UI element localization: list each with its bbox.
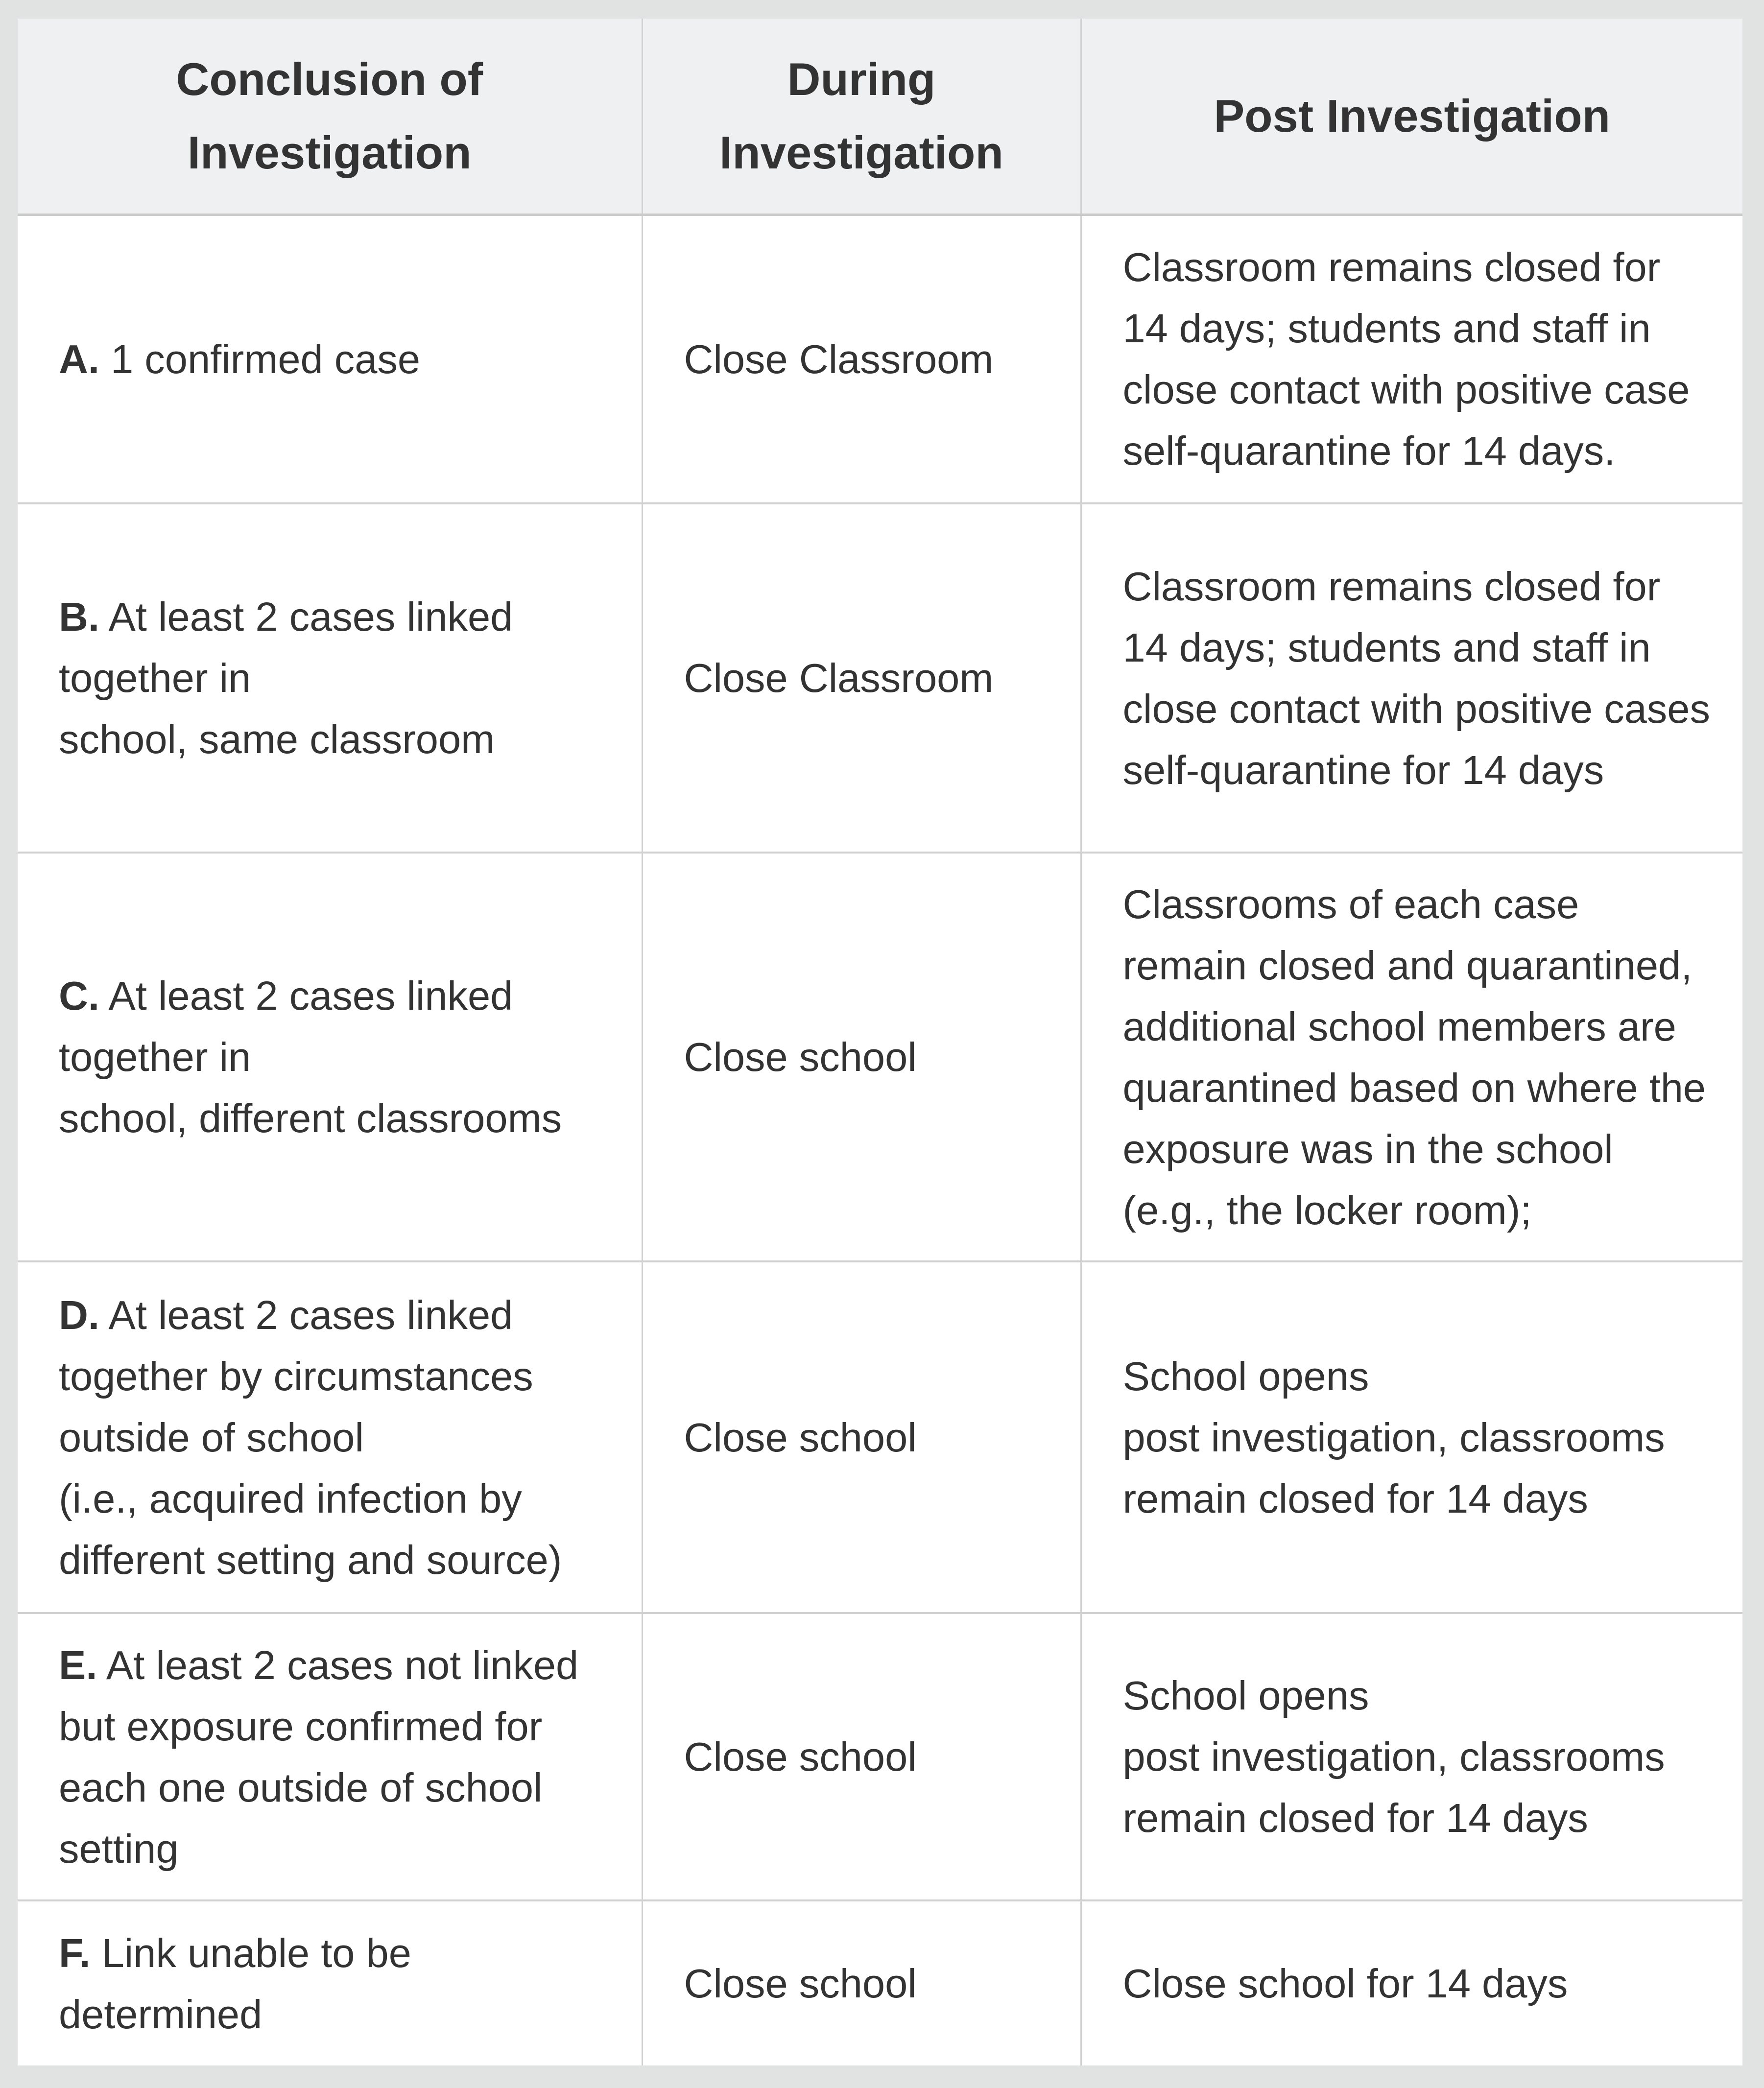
- conclusion-text: (i.e., acquired infection by different setting and source): [59, 1475, 562, 1583]
- row-letter: A.: [59, 336, 99, 382]
- post-cell: [1081, 1613, 1742, 1900]
- post-text: Classrooms of each case remain closed and quarantined, additional school members are quarantined based on where the exposure was in the school (e.g., the locker room);: [1122, 881, 1706, 1233]
- conclusion-text: At least 2 cases linked together by circumstances outside of school: [59, 1292, 533, 1460]
- post-cell: [1081, 853, 1742, 1261]
- during-cell: Close school: [642, 1261, 1081, 1613]
- row-letter: F.: [59, 1930, 91, 1976]
- table-row: [18, 853, 1742, 1261]
- post-cell: [1081, 1261, 1742, 1613]
- post-cell: [1081, 214, 1742, 503]
- table-row: [18, 503, 1742, 853]
- row-letter: C.: [59, 973, 99, 1019]
- post-text: Classroom remains closed for 14 days; students and staff in close contact with positive case self-quarantine for 14 days.: [1122, 244, 1690, 474]
- table-row: [18, 1261, 1742, 1613]
- during-cell: Close school: [642, 1613, 1081, 1900]
- conclusion-text: At least 2 cases not linked but exposure confirmed for each one outside of school setting: [59, 1642, 579, 1872]
- post-text: post investigation, classrooms remain closed for 14 days: [1122, 1734, 1665, 1841]
- header-post: Post Investigation: [1081, 19, 1742, 214]
- during-cell: Close Classroom: [642, 214, 1081, 503]
- conclusion-text: 1 confirmed case: [111, 336, 421, 382]
- investigation-response-table: [18, 19, 1742, 2065]
- post-text: School opens: [1122, 1353, 1369, 1399]
- post-cell: [1081, 503, 1742, 853]
- header-conclusion: Conclusion of Investigation: [18, 19, 642, 214]
- table-header: [18, 19, 1742, 214]
- conclusion-cell: [18, 1613, 642, 1900]
- conclusion-text: At least 2 cases linked together in: [59, 594, 513, 701]
- row-letter: B.: [59, 594, 99, 640]
- table-row: [18, 214, 1742, 503]
- row-letter: D.: [59, 1292, 99, 1338]
- post-text: post investigation, classrooms remain closed for 14 days: [1122, 1414, 1665, 1521]
- during-cell: Close Classroom: [642, 503, 1081, 853]
- header-row: [18, 19, 1742, 214]
- table-row: [18, 1900, 1742, 2065]
- conclusion-cell: [18, 853, 642, 1261]
- conclusion-text: school, different classrooms: [59, 1095, 562, 1141]
- table-row: [18, 1613, 1742, 1900]
- conclusion-text: At least 2 cases linked together in: [59, 973, 513, 1080]
- conclusion-cell: [18, 1900, 642, 2065]
- row-letter: E.: [59, 1642, 97, 1688]
- post-cell: [1081, 1900, 1742, 2065]
- during-cell: Close school: [642, 853, 1081, 1261]
- post-text: School opens: [1122, 1673, 1369, 1718]
- conclusion-cell: [18, 1261, 642, 1613]
- conclusion-cell: [18, 503, 642, 853]
- header-during: During Investigation: [642, 19, 1081, 214]
- post-text: Close school for 14 days: [1122, 1961, 1568, 2006]
- conclusion-text: school, same classroom: [59, 716, 495, 762]
- post-text: Classroom remains closed for 14 days; students and staff in close contact with positive cases self-quarantine for 14 days: [1122, 563, 1710, 793]
- conclusion-cell: [18, 214, 642, 503]
- during-cell: Close school: [642, 1900, 1081, 2065]
- conclusion-text: Link unable to be determined: [59, 1930, 411, 2037]
